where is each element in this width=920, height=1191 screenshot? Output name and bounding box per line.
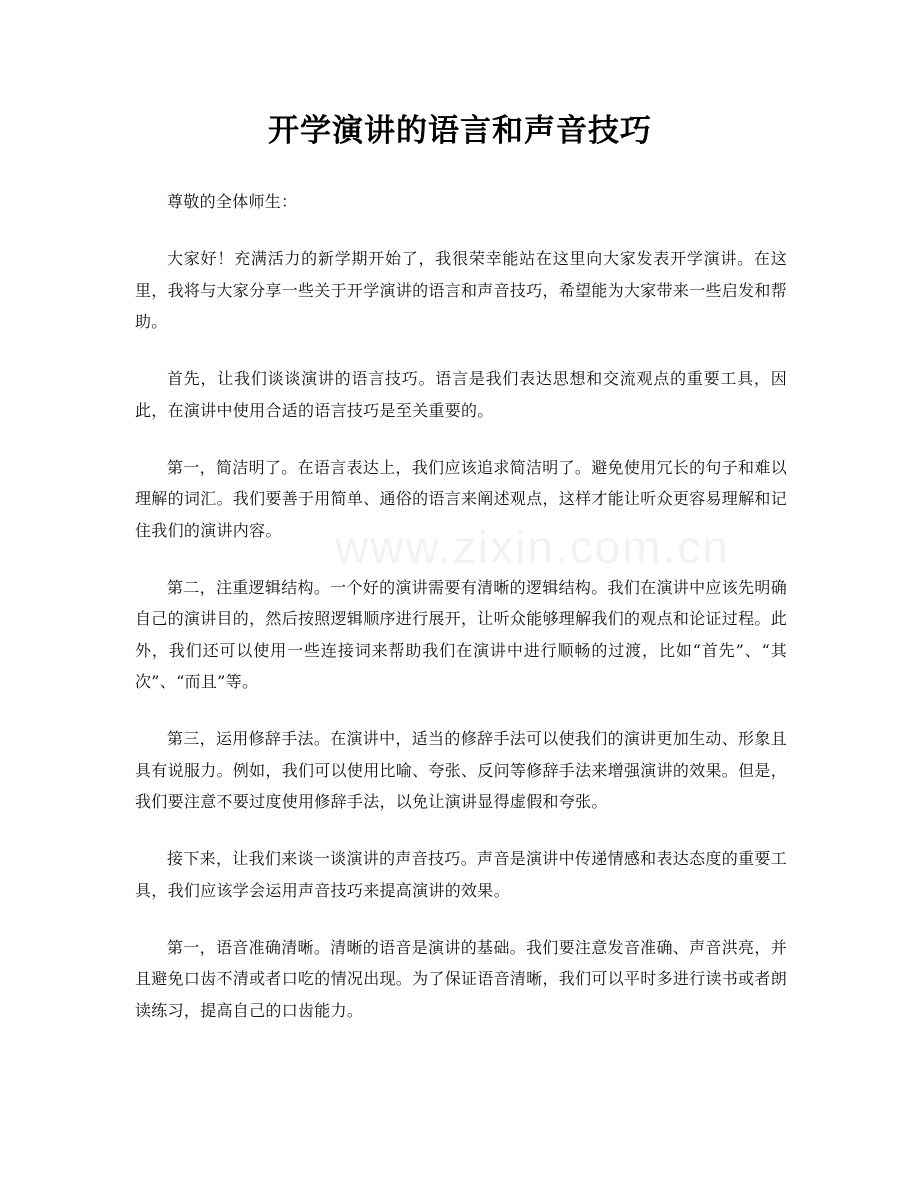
salutation-paragraph: 尊敬的全体师生： xyxy=(167,192,298,211)
body-paragraph: 第二，注重逻辑结构。一个好的演讲需要有清晰的逻辑结构。我们在演讲中应该先明确自己的演讲目的，然后按照逻辑顺序进行展开，让听众能够理解我们的观点和论证过程。此外，我们还可以使用一些连接词来帮助我们在演讲中进行顺畅的过渡，比如“首先”、“其次”、“而且”等。 xyxy=(135,577,788,691)
document-body xyxy=(135,186,787,1052)
body-paragraph: 第三，运用修辞手法。在演讲中，适当的修辞手法可以使我们的演讲更加生动、形象且具有说服力。例如，我们可以使用比喻、夸张、反问等修辞手法来增强演讲的效果。但是，我们要注意不要过度使用修辞手法，以免让演讲显得虚假和夸张。 xyxy=(135,729,788,811)
body-paragraph: 第一，语音准确清晰。清晰的语音是演讲的基础。我们要注意发音准确、声音洪亮，并且避免口齿不清或者口吃的情况出现。为了保证语音清晰，我们可以平时多进行读书或者朗读练习，提高自己的口齿能力。 xyxy=(135,937,788,1020)
body-paragraph: 首先，让我们谈谈演讲的语言技巧。语言是我们表达思想和交流观点的重要工具，因此，在演讲中使用合适的语言技巧是至关重要的。 xyxy=(135,369,787,420)
body-paragraph: 第一，简洁明了。在语言表达上，我们应该追求简洁明了。避免使用冗长的句子和难以理解的词汇。我们要善于用简单、通俗的语言来阐述观点，这样才能让听众更容易理解和记住我们的演讲内容。 xyxy=(135,457,788,540)
body-paragraph: 接下来，让我们来谈一谈演讲的声音技巧。声音是演讲中传递情感和表达态度的重要工具，我们应该学会运用声音技巧来提高演讲的效果。 xyxy=(135,849,787,900)
body-paragraph: 大家好！充满活力的新学期开始了，我很荣幸能站在这里向大家发表开学演讲。在这里，我将与大家分享一些关于开学演讲的语言和声音技巧，希望能为大家带来一些启发和帮助。 xyxy=(135,249,788,331)
watermark: www.zixin.com.cn xyxy=(335,521,730,573)
document-title: 开学演讲的语言和声音技巧 xyxy=(268,113,652,149)
